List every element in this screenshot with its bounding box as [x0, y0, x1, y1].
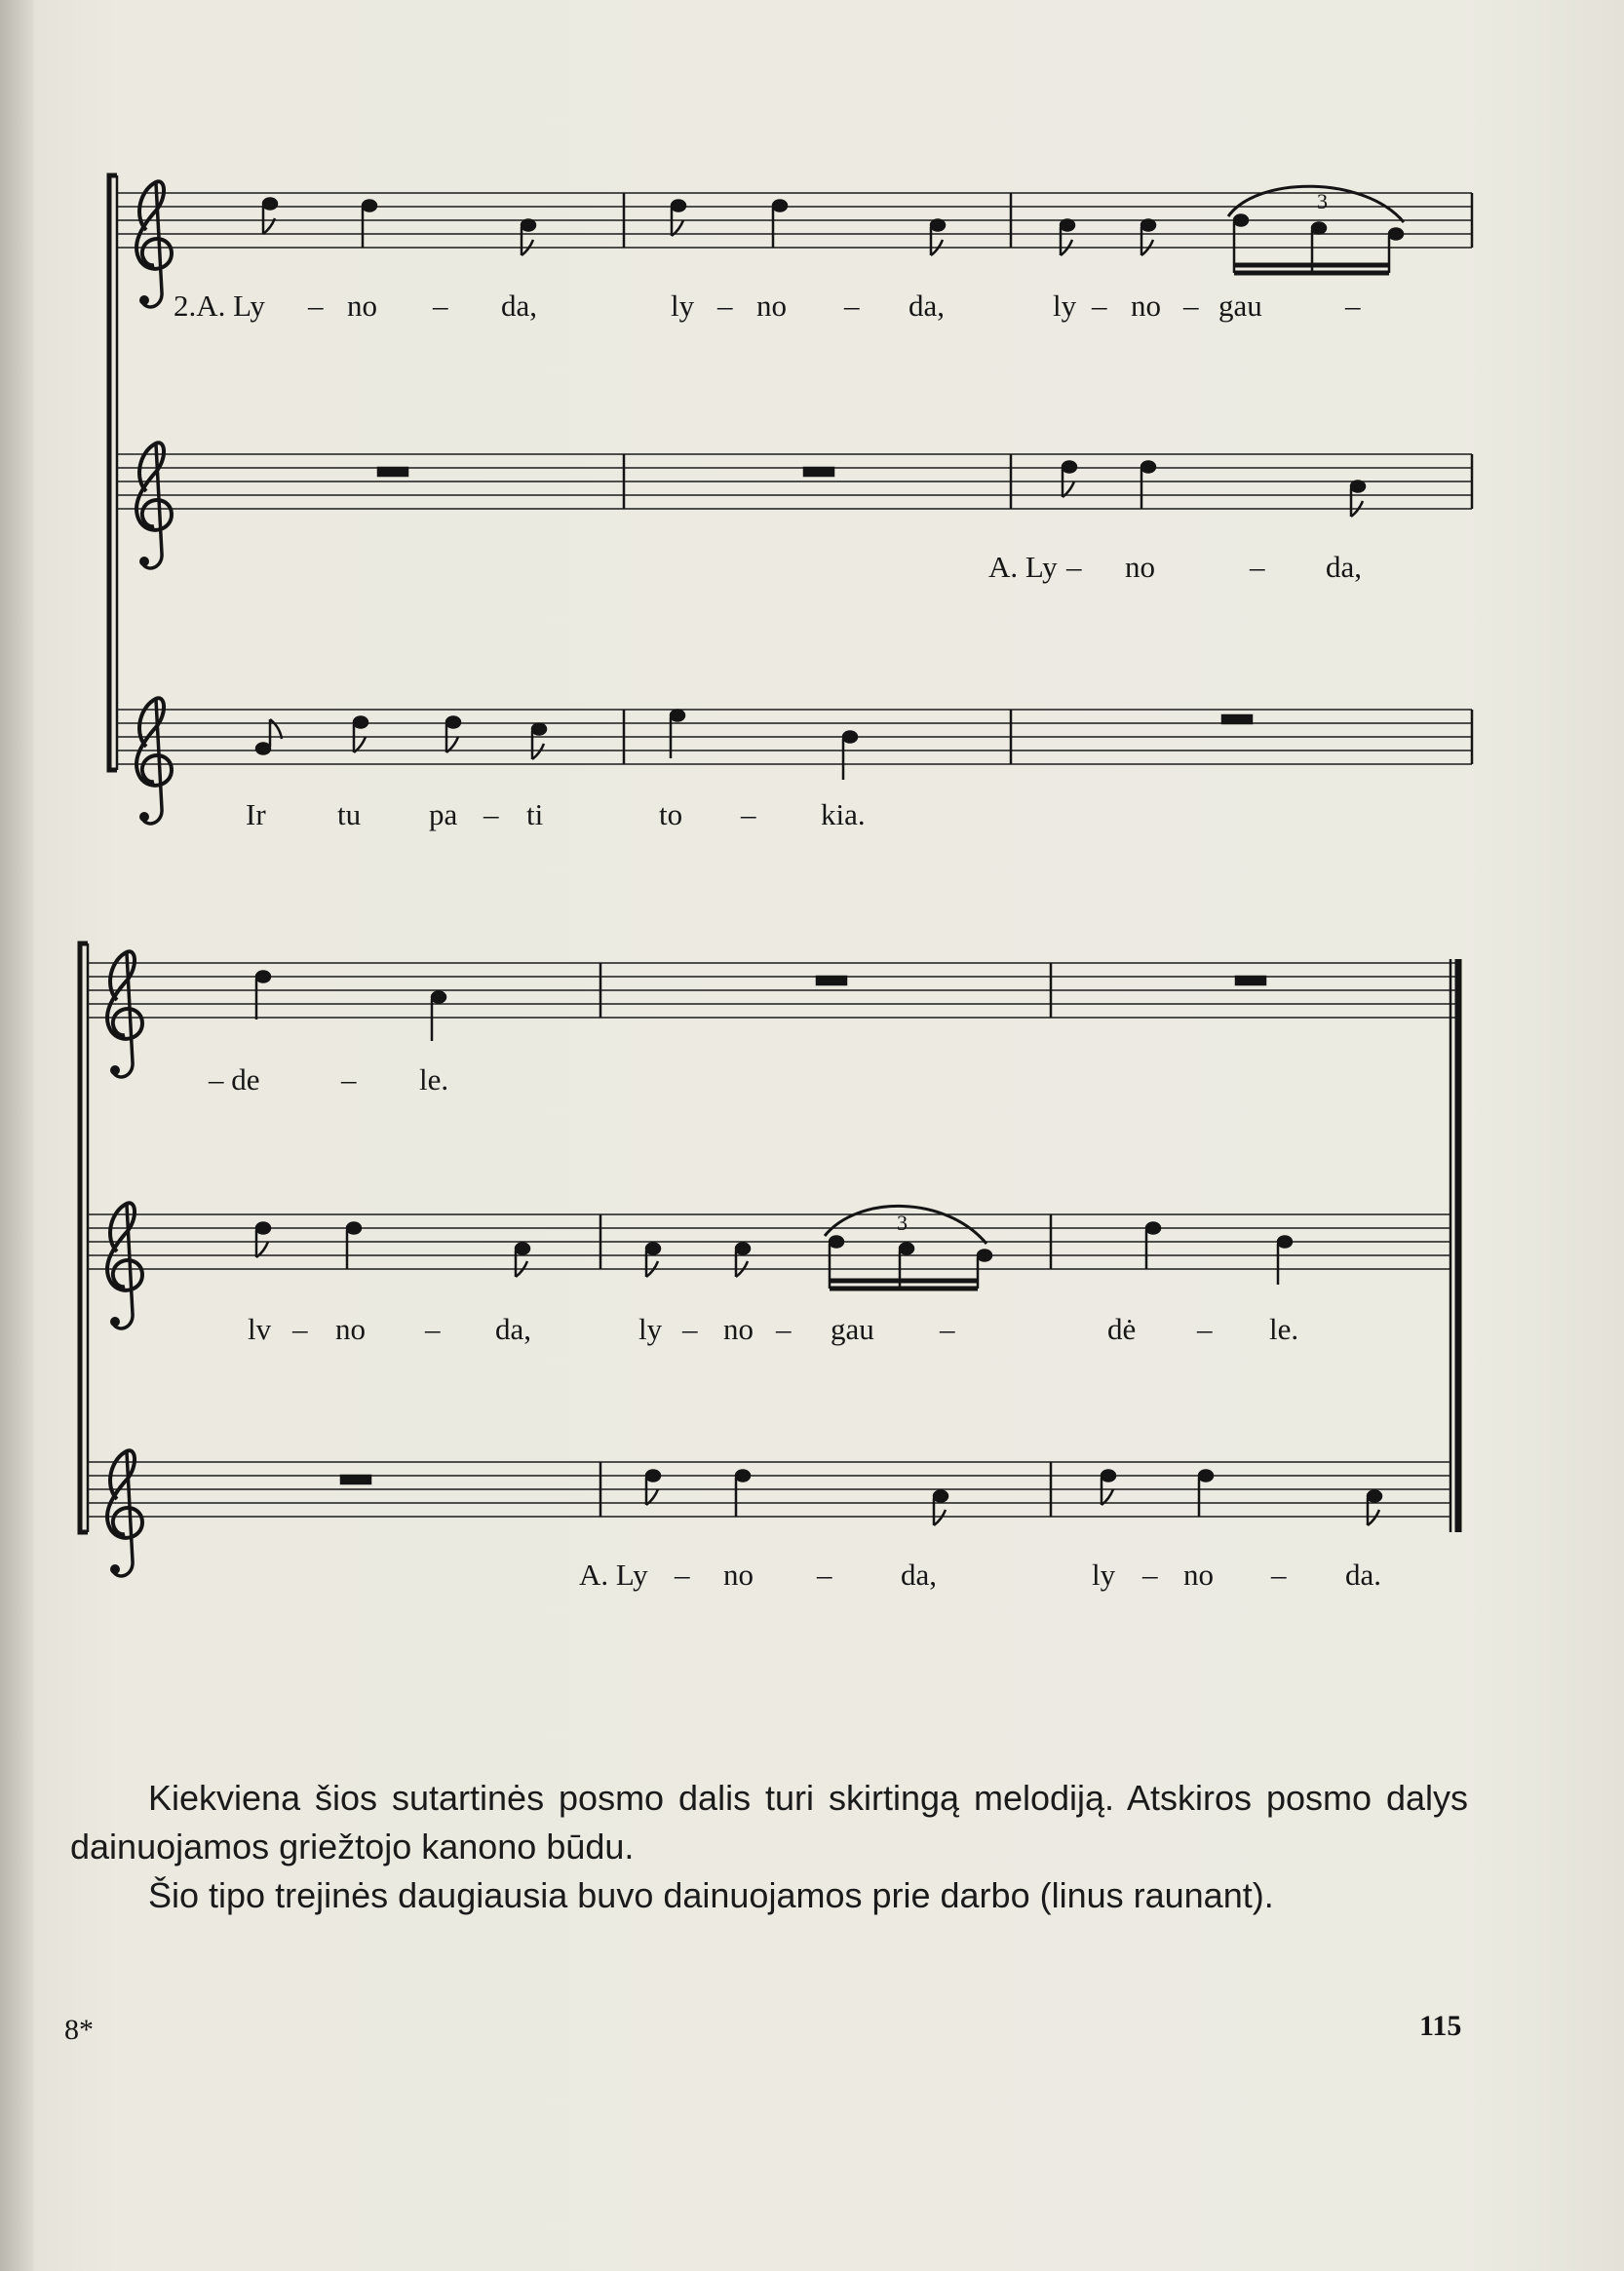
lyric-syllable: da, — [1326, 550, 1363, 584]
lyric-syllable: ti — [526, 797, 544, 831]
lyric-dash: – — [433, 289, 448, 323]
lyric-dash: – — [292, 1312, 308, 1346]
lyric-syllable: no — [335, 1312, 366, 1346]
lyric-dash: – — [844, 289, 860, 323]
treble-clef-icon — [107, 1203, 142, 1328]
lyric-dash: – — [1197, 1312, 1213, 1346]
lyric-syllable: da, — [901, 1558, 938, 1592]
lyric-syllable: kia. — [821, 797, 866, 831]
lyric-syllable: 2.A. Ly — [174, 289, 265, 323]
page-number: 115 — [1419, 2010, 1462, 2042]
lyric-syllable: A. Ly — [988, 550, 1058, 584]
lyric-syllable: no — [723, 1558, 754, 1592]
lyric-dash: – — [940, 1312, 955, 1346]
lyric-dash: – — [1142, 1558, 1158, 1592]
lyric-syllable: no — [1125, 550, 1155, 584]
body-text — [70, 1774, 1468, 1920]
paragraph: Kiekviena šios sutartinės posmo dalis turi skirtingą melodiją. Atskiros posmo dalys dainuojamos griežtojo kanono būdu. — [70, 1778, 1468, 1867]
treble-clef-icon — [107, 951, 142, 1077]
lyric-syllable: tu — [337, 797, 362, 831]
staff-1-3-notes — [256, 711, 1252, 781]
lyric-syllable: no — [756, 289, 787, 323]
triplet-mark: 3 — [897, 1211, 908, 1235]
lyric-dash: – — [1092, 289, 1107, 323]
lyric-syllable: ly — [671, 289, 695, 323]
lyric-syllable: lv — [248, 1312, 272, 1346]
lyric-syllable: to — [659, 797, 683, 831]
treble-clef-icon — [107, 1450, 142, 1576]
lyric-dash: – — [1066, 550, 1082, 584]
lyric-syllable: gau — [1218, 289, 1262, 323]
lyric-dash: – — [1250, 550, 1265, 584]
lyric-syllable: le. — [1269, 1312, 1299, 1346]
lyric-dash: – — [682, 1312, 698, 1346]
lyric-syllable: no — [1131, 289, 1161, 323]
lyric-syllable: Ir — [246, 797, 266, 831]
lyric-syllable: no — [347, 289, 377, 323]
lyric-syllable: – de — [209, 1062, 260, 1097]
lyric-dash: – — [817, 1558, 832, 1592]
triplet-mark: 3 — [1317, 189, 1328, 213]
lyric-dash: – — [425, 1312, 441, 1346]
staff-2-1 — [88, 963, 1460, 1018]
lyric-syllable: pa — [429, 797, 458, 831]
staff-2-2 — [88, 1214, 1450, 1269]
lyric-dash: – — [1345, 289, 1361, 323]
lyric-dash: – — [675, 1558, 690, 1592]
treble-clef-icon — [136, 181, 172, 307]
lyric-dash: – — [1183, 289, 1199, 323]
treble-clef-icon — [136, 698, 172, 824]
paragraph: Šio tipo trejinės daugiausia buvo dainuojamos prie darbo (linus raunant). — [148, 1875, 1274, 1915]
staff-1-1 — [117, 193, 1472, 248]
signature-mark: 8* — [64, 2014, 94, 2046]
staff-2-2-notes — [256, 1206, 1292, 1289]
lyric-syllable: gau — [831, 1312, 874, 1346]
lyric-dash: – — [341, 1062, 357, 1097]
system-1 — [109, 175, 1472, 824]
lyric-dash: – — [776, 1312, 792, 1346]
lyric-syllable: no — [723, 1312, 754, 1346]
lyric-dash: – — [1271, 1558, 1287, 1592]
lyric-syllable: dė — [1107, 1312, 1137, 1346]
lyric-syllable: le. — [419, 1062, 449, 1097]
lyric-dash: – — [308, 289, 324, 323]
staff-1-3 — [117, 710, 1472, 764]
lyric-syllable: da, — [909, 289, 946, 323]
staff-2-1-notes — [256, 972, 1265, 1042]
lyric-syllable: ly — [638, 1312, 663, 1346]
lyric-syllable: da, — [501, 289, 538, 323]
system-2 — [80, 943, 1460, 1576]
lyric-syllable: ly — [1092, 1558, 1116, 1592]
lyric-syllable: no — [1183, 1558, 1214, 1592]
staff-2-3 — [88, 1462, 1450, 1517]
lyric-syllable: da, — [495, 1312, 532, 1346]
lyric-dash: – — [483, 797, 499, 831]
lyric-dash: – — [717, 289, 733, 323]
lyric-dash: – — [741, 797, 756, 831]
treble-clef-icon — [136, 443, 172, 568]
lyric-syllable: ly — [1053, 289, 1077, 323]
staff-1-2 — [117, 454, 1472, 509]
lyric-syllable: da. — [1345, 1558, 1382, 1592]
staff-1-1-notes — [263, 186, 1404, 273]
lyric-syllable: A. Ly — [579, 1558, 648, 1592]
